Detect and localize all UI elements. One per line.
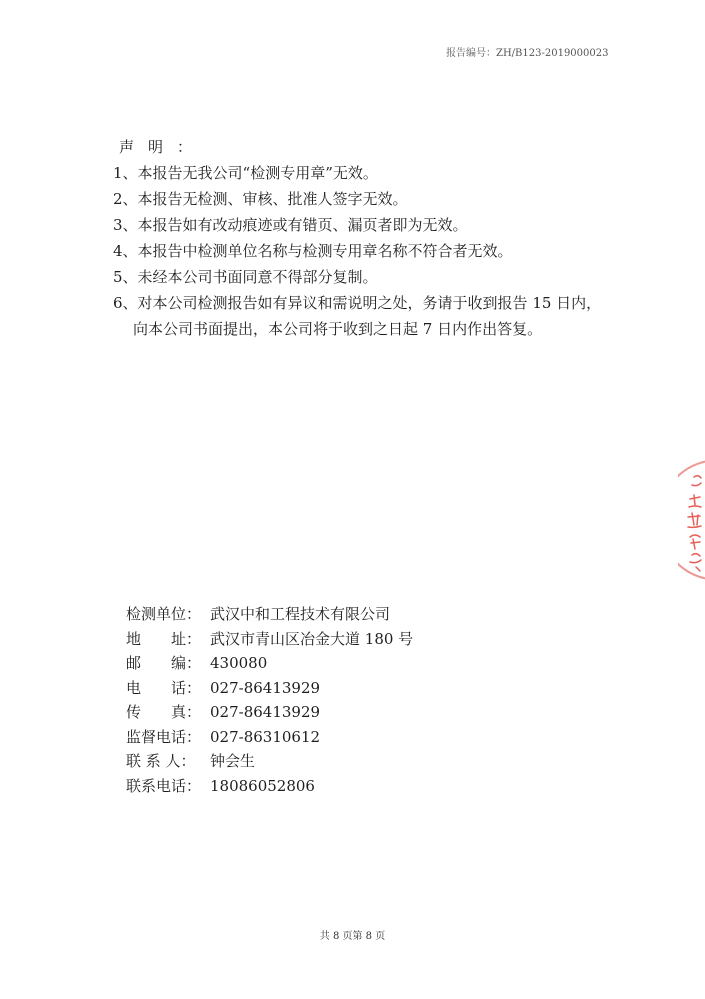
declaration-item-3: 3、本报告如有改动痕迹或有错页、漏页者即为无效。 xyxy=(113,216,468,234)
contact-row-contact-person xyxy=(126,749,413,774)
report-number: 报告编号：ZH/B123-2019000023 xyxy=(446,48,609,59)
contact-row-fax xyxy=(126,700,413,725)
declaration-item-2: 2、本报告无检测、审核、批准人签字无效。 xyxy=(113,190,408,208)
contact-value: 430080 xyxy=(210,654,268,672)
contact-label: 联 系 人： xyxy=(126,752,196,770)
contact-row-phone xyxy=(126,676,413,701)
contact-value: 027-86413929 xyxy=(210,678,321,697)
declaration-item-4: 4、本报告中检测单位名称与检测专用章名称不符合者无效。 xyxy=(113,242,513,260)
seal-stamp-edge xyxy=(678,455,705,585)
contact-label: 电 话： xyxy=(126,678,202,697)
declaration-title: 声明： xyxy=(119,138,207,156)
contact-section xyxy=(126,602,413,798)
contact-label: 监督电话： xyxy=(126,727,202,746)
contact-value: 027-86413929 xyxy=(210,703,321,721)
contact-label: 联系电话： xyxy=(126,776,202,795)
contact-value: 钟会生 xyxy=(210,752,256,770)
declaration-section xyxy=(113,134,601,342)
contact-row-address xyxy=(126,627,413,652)
contact-label: 传 真： xyxy=(126,703,202,721)
contact-row-supervision-phone xyxy=(126,725,413,750)
declaration-item-6-continued: 向本公司书面提出，本公司将于收到之日起 7 日内作出答复。 xyxy=(133,320,543,338)
contact-value: 武汉市青山区冶金大道 180 号 xyxy=(210,629,414,648)
contact-label: 邮 编： xyxy=(126,654,202,672)
contact-label: 地 址： xyxy=(126,629,202,648)
seal-stamp-graphic xyxy=(678,455,705,585)
contact-row-postcode xyxy=(126,651,413,676)
contact-label: 检测单位： xyxy=(126,605,202,623)
declaration-item-6: 6、对本公司检测报告如有异议和需说明之处，务请于收到报告 15 日内， xyxy=(113,294,602,312)
contact-value: 武汉中和工程技术有限公司 xyxy=(210,605,391,623)
contact-row-unit xyxy=(126,602,413,627)
contact-value: 18086052806 xyxy=(210,776,315,795)
page-number: 共 8 页第 8 页 xyxy=(319,931,386,942)
declaration-item-5: 5、未经本公司书面同意不得部分复制。 xyxy=(113,268,378,286)
contact-value: 027-86310612 xyxy=(210,727,321,746)
declaration-item-1: 1、本报告无我公司“检测专用章”无效。 xyxy=(113,164,378,182)
contact-row-contact-phone xyxy=(126,774,413,799)
